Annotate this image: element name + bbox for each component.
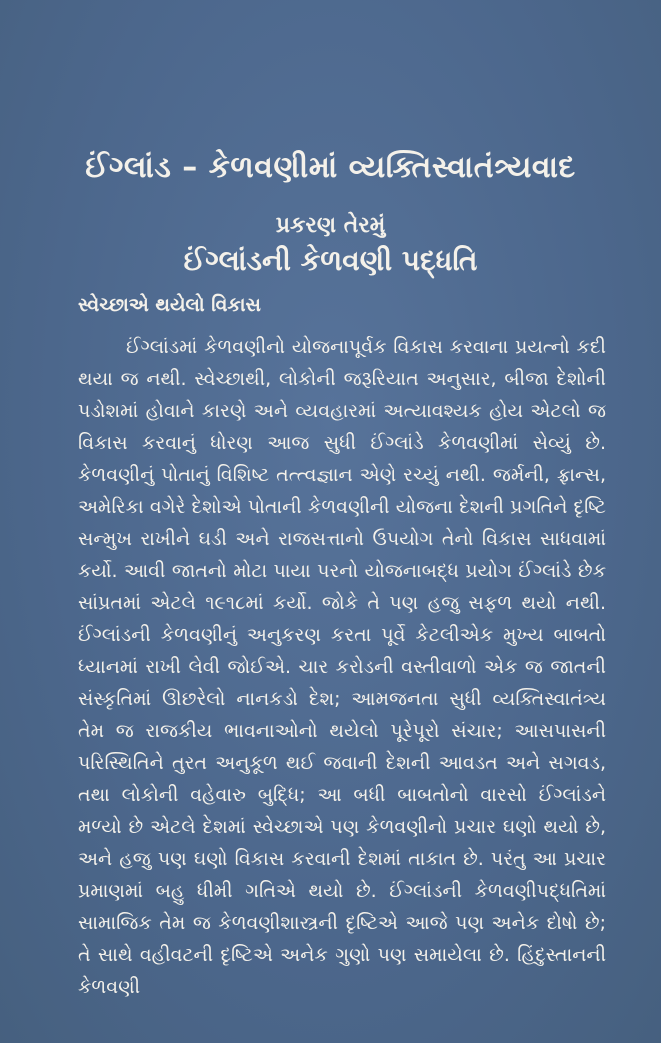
chapter-label: પ્રકરણ તેરમું	[275, 213, 386, 238]
section-heading: સ્વેચ્છાએ થયેલો વિકાસ	[78, 294, 261, 316]
body-text	[78, 331, 606, 1003]
chapter-title: ઈંગ્લાંડની કેળવણી પદ્ધતિ	[183, 244, 478, 277]
paragraph: ઈંગ્લાંડમાં કેળવણીનો યોજનાપૂર્વક વિકાસ કરવાના પ્રયત્નો કદી થયા જ નથી. સ્વેચ્છાથી, લોકોની જરૂરિયાત અનુસાર, બીજા દેશોની પડોશમાં હોવાને કારણે અને વ્યવહારમાં અત્યાવશ્યક હોય એટલો જ વિકાસ કરવાનું ધોરણ આજ સુધી ઈંગ્લાંડે કેળવણીમાં સેવ્યું છે. કેળવણીનું પોતાનું વિશિષ્ટ તત્ત્વજ્ઞાન એણે રચ્યું નથી. જર્મની, ફ્રાન્સ, અમેરિકા વગેરે દેશોએ પોતાની કેળવણીની યોજના દેશની પ્રગતિને દૃષ્ટિ સન્મુખ રાખીને ઘડી અને રાજસત્તાનો ઉપયોગ તેનો વિકાસ સાધવામાં કર્યો. આવી જાતનો મોટા પાયા પરનો યોજનાબદ્ધ પ્રયોગ ઈંગ્લાંડે છેક સાંપ્રતમાં એટલે ૧૯૧૮માં કર્યો. જોકે તે પણ હજુ સફળ થયો નથી. ઈંગ્લાંડની કેળવણીનું અનુકરણ કરતા પૂર્વે કેટલીએક મુખ્ય બાબતો ધ્યાનમાં રાખી લેવી જોઈએ. ચાર કરોડની વસ્તીવાળો એક જ જાતની સંસ્કૃતિમાં ઊછરેલો નાનકડો દેશ; આમજનતા સુધી વ્યક્તિસ્વાતંત્ર્ય તેમ જ રાજકીય ભાવનાઓનો થયેલો પૂરેપૂરો સંચાર; આસપાસની પરિસ્થિતિને તુરત અનુકૂળ થઈ જવાની દેશની આવડત અને સગવડ, તથા લોકોની વહેવારુ બુદ્ધિ; આ બધી બાબતોનો વારસો ઈંગ્લાંડને મળ્યો છે એટલે દેશમાં સ્વેચ્છાએ પણ કેળવણીનો પ્રચાર ઘણો થયો છે, અને હજુ પણ ઘણો વિકાસ કરવાની દેશમાં તાકાત છે. પરંતુ આ પ્રચાર પ્રમાણમાં બહુ ધીમી ગતિએ થયો છે. ઈંગ્લાંડની કેળવણીપદ્ધતિમાં સામાજિક તેમ જ કેળવણીશાસ્ત્રની દૃષ્ટિએ આજે પણ અનેક દોષો છે; તે સાથે વહીવટની દૃષ્ટિએ અનેક ગુણો પણ સમાયેલા છે. હિંદુસ્તાનની કેળવણી	[78, 336, 606, 998]
running-head: ઈંગ્લાંડ – કેળવણીમાં વ્યક્તિસ્વાતંત્ર્યવાદ	[85, 150, 576, 185]
